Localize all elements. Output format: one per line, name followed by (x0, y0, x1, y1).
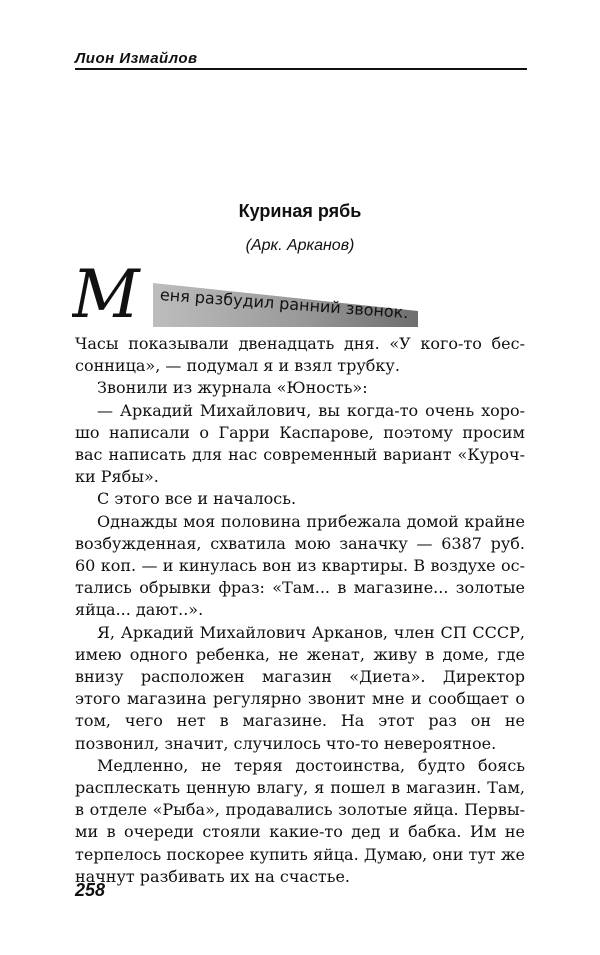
page-number: 258 (75, 880, 106, 900)
dropcap-letter (72, 262, 160, 326)
paragraph: — Аркадий Михайлович, вы когда-то очень хорошо написали о Гарри Каспарове, поэтому просим вас написать для нас современный вариант «Курочки Рябы». (75, 400, 525, 487)
header-rule (75, 68, 527, 70)
paragraph: С этого все и началось. (97, 489, 297, 509)
paragraph: Медленно, не теряя достоинства, будто боясь расплескать ценную влагу, я пошел в магазин. Там, в отделе «Рыба», продавались золотые яйца. Первыми в очереди стояли какие-то дед и бабка. Им не терпелось поскорее купить яйца. Думаю, они тут же начнут разбивать их на счастье. (75, 755, 525, 886)
paragraph: Однажды моя половина прибежала домой крайне возбужденная, схватила мою заначку — 6387 руб. 60 коп. — и кинулась вон из квартиры. В воздухе остались обрывки фраз: «Там... в магазине... золотые яйца... дают..». (75, 511, 525, 620)
running-header-author: Лион Измайлов (75, 50, 198, 67)
story-body (75, 333, 525, 888)
story-subtitle: (Арк. Арканов) (245, 237, 355, 254)
story-title: Куриная рябь (238, 201, 362, 221)
paragraph: Я, Аркадий Михайлович Арканов, член СП СССР, имею одного ребенка, не женат, живу в доме, где внизу расположен магазин «Диета». Директор этого магазина регулярно звонит мне и сообщает о том, чего нет в магазине. На этот раз он не позвонил, значит, случилось что-то невероятное. (75, 622, 525, 753)
dropcap-letter-text: М (72, 262, 140, 326)
paragraph: Часы показывали двенадцать дня. «У кого-то бессонница», — подумал я и взял трубку. (75, 334, 525, 376)
opening-line: еня разбудил ранний звонок. (159, 285, 410, 323)
paragraph: Звонили из журнала «Юность»: (97, 378, 368, 398)
